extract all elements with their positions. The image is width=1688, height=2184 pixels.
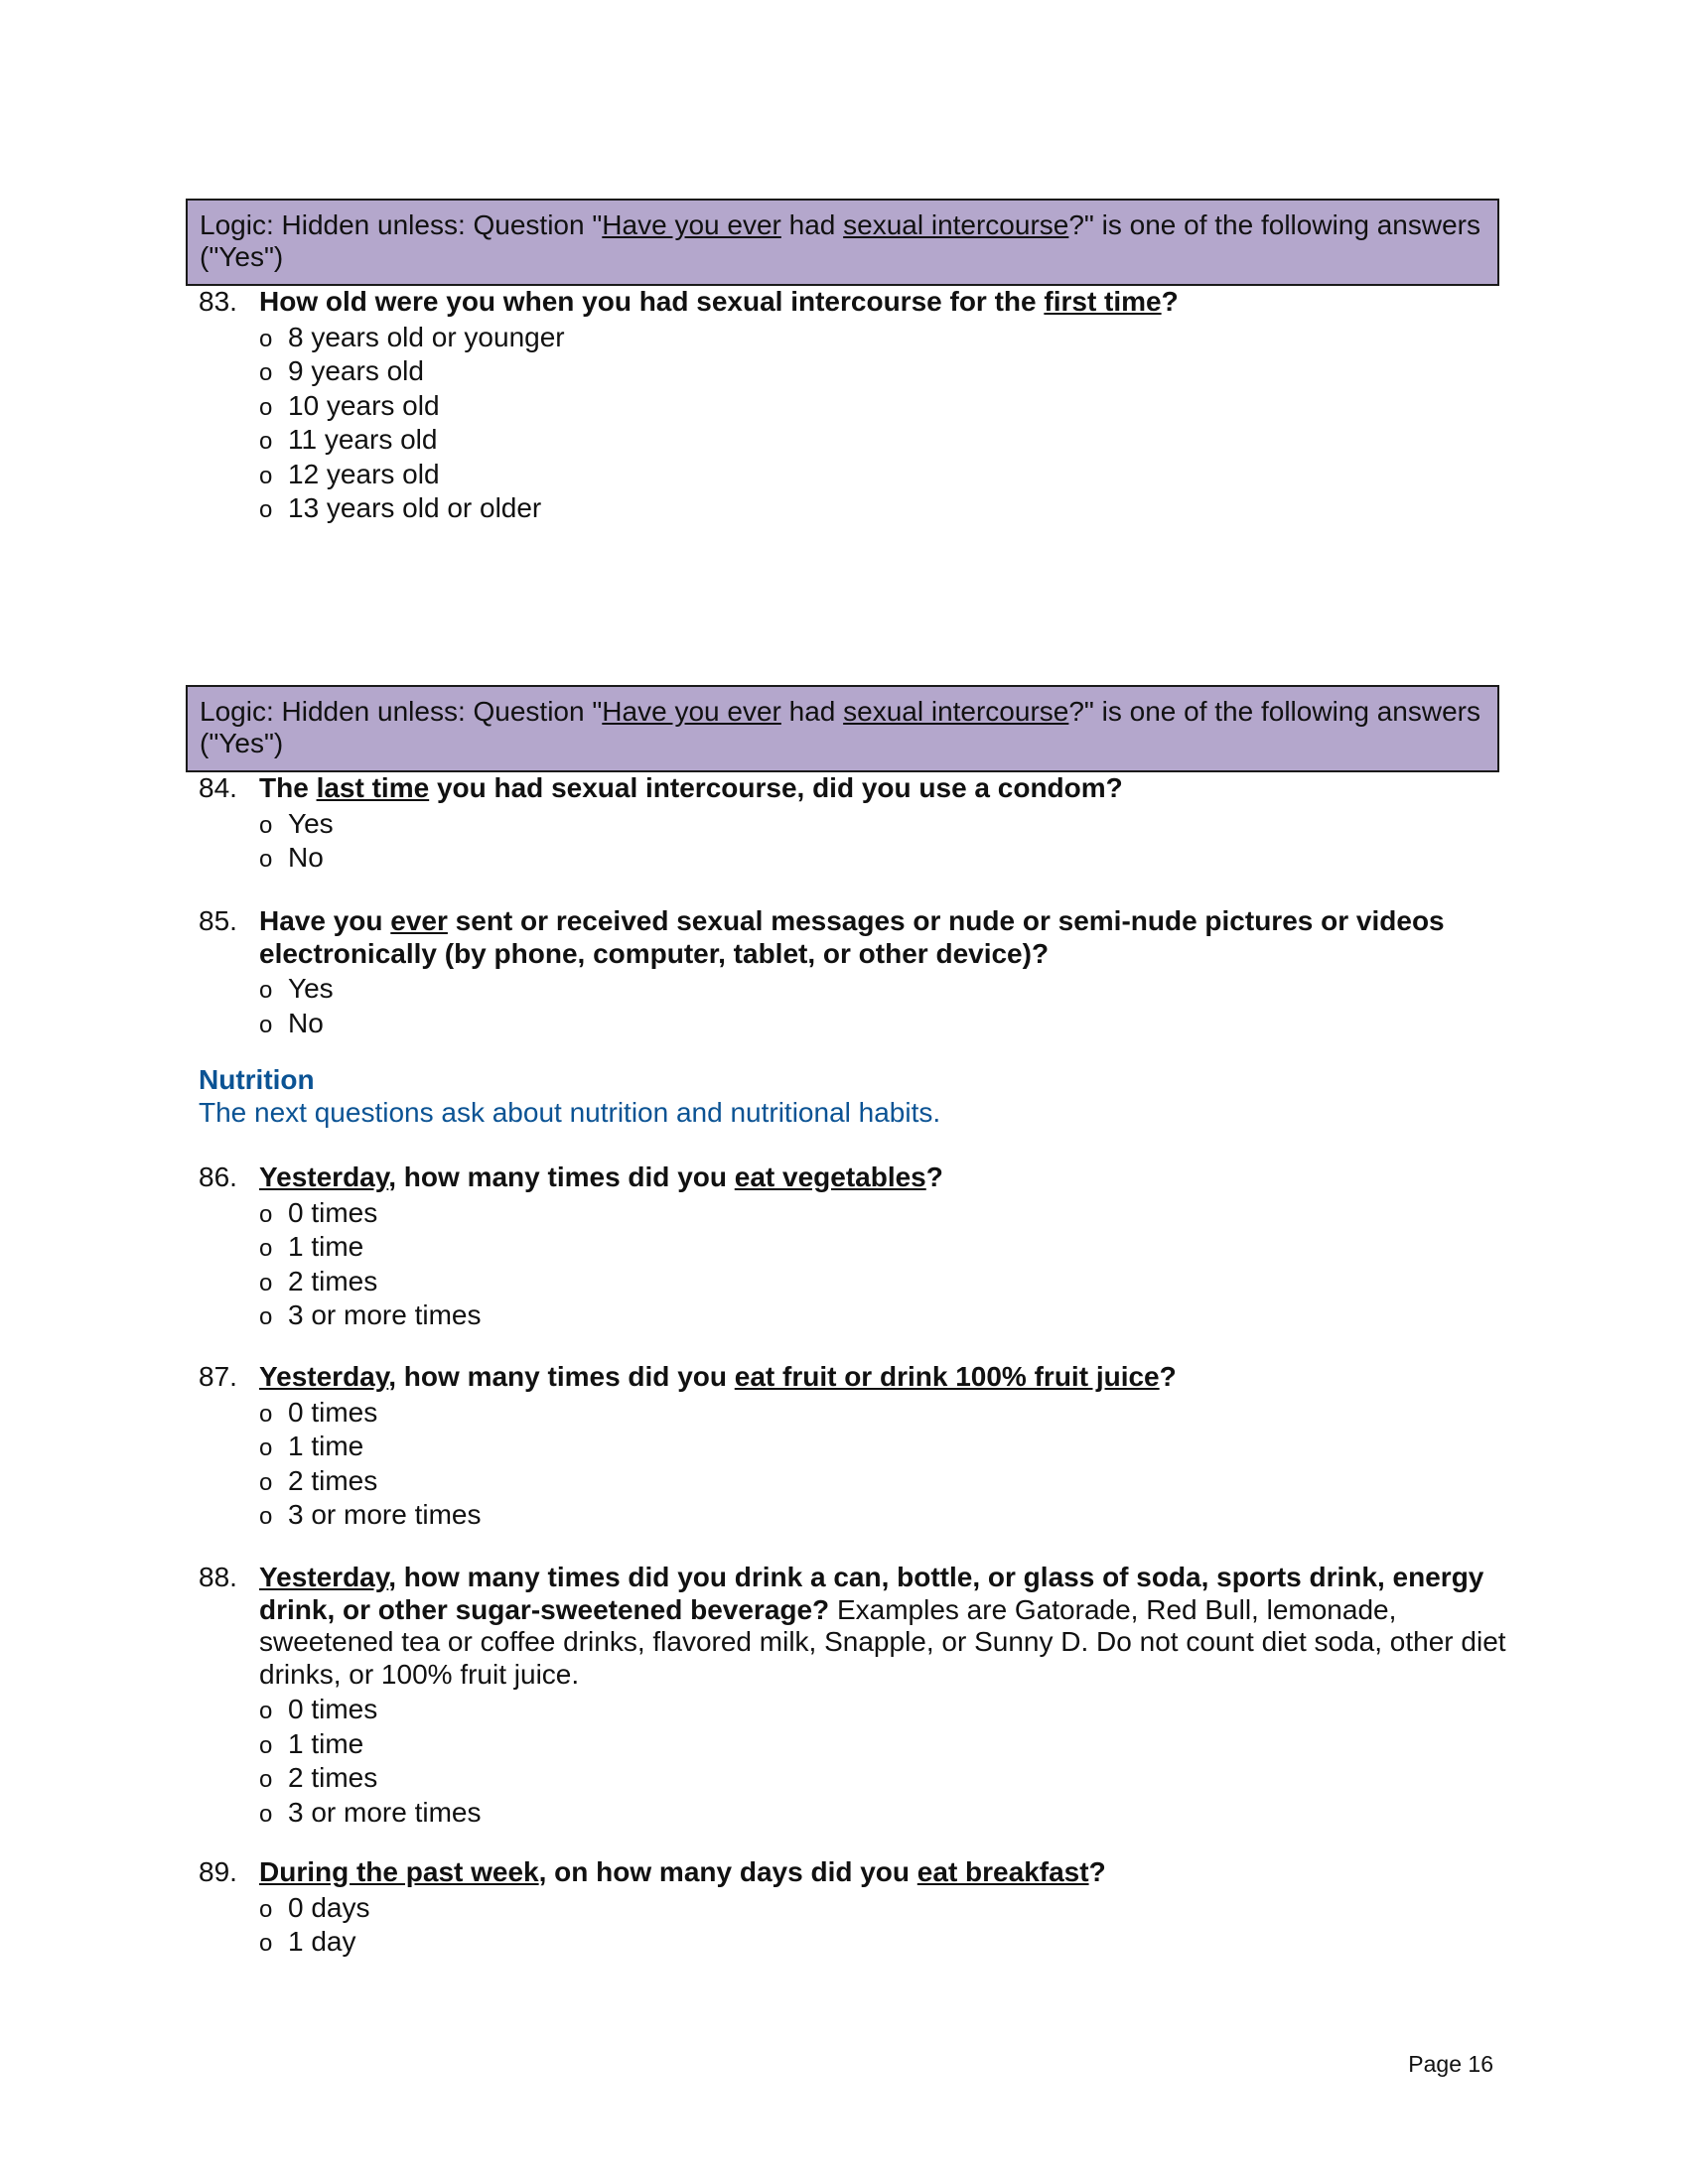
option-label: 1 day (288, 1926, 356, 1958)
radio-circle-icon[interactable]: o (259, 1731, 273, 1759)
option-label: 1 time (288, 1231, 364, 1263)
question-number: 83. (199, 286, 237, 317)
radio-circle-icon[interactable]: o (259, 1303, 273, 1331)
question-text-part: you had sexual intercourse, did you use a condom? (429, 772, 1123, 803)
question-text-underlined: eat breakfast (916, 1856, 1089, 1887)
question-84 (186, 772, 1506, 876)
question-number: 84. (199, 772, 237, 803)
option-label: 3 or more times (288, 1499, 482, 1531)
answer-option[interactable] (259, 1925, 1506, 1960)
question-text-part: ? (1159, 1361, 1177, 1392)
question-text-underlined: first time (1044, 286, 1162, 317)
answer-option[interactable] (259, 423, 1506, 458)
answer-option[interactable] (259, 1007, 1506, 1041)
question-83 (186, 286, 1506, 526)
answer-options (259, 1196, 1506, 1333)
option-label: 10 years old (288, 389, 440, 421)
radio-circle-icon[interactable]: o (259, 977, 273, 1004)
radio-circle-icon[interactable]: o (259, 1895, 273, 1923)
question-text-part: , how many times did you drink a can, bottle, or glass of soda, sports drink, energy drink, or other sugar-sweetened beverage? (259, 1562, 1484, 1625)
answer-option[interactable] (259, 1196, 1506, 1231)
radio-circle-icon[interactable]: o (259, 1930, 273, 1958)
option-label: 0 times (288, 1196, 378, 1228)
question-text-underlined: Yesterday (259, 1361, 389, 1392)
logic-condition-box (186, 685, 1499, 772)
option-label: No (288, 1007, 324, 1038)
section-title: Nutrition (199, 1064, 315, 1095)
option-label: 1 time (288, 1727, 364, 1759)
question-text (259, 905, 1445, 969)
option-label: 2 times (288, 1464, 378, 1496)
radio-circle-icon[interactable]: o (259, 1503, 273, 1531)
logic-text-answer: ("Yes") (200, 728, 284, 758)
answer-option[interactable] (259, 1796, 1506, 1831)
answer-options (259, 321, 1506, 527)
option-label: 0 times (288, 1396, 378, 1428)
logic-text-underlined: Have you ever (602, 209, 781, 240)
logic-text-underlined: sexual intercourse (843, 696, 1069, 727)
answer-option[interactable] (259, 1727, 1506, 1762)
option-label: 0 days (288, 1891, 370, 1923)
question-text (259, 1856, 1106, 1887)
option-label: Yes (288, 973, 334, 1004)
answer-option[interactable] (259, 807, 1506, 842)
logic-text-answer: ("Yes") (200, 241, 284, 272)
question-text-part: sent or received sexual messages or nude or semi-nude pictures or videos electronically (by phone, computer, tablet, or other device)? (259, 905, 1445, 969)
question-description: Examples are Gatorade, Red Bull, lemonade, sweetened tea or coffee drinks, flavored milk, Snapple, or Sunny D. Do not count diet soda, other diet drinks, or 100% fruit juice. (259, 1593, 1506, 1690)
option-label: Yes (288, 807, 334, 839)
logic-text-suffix: ?" is one of the following answers (1068, 209, 1480, 240)
answer-options (259, 1396, 1506, 1533)
option-label: 3 or more times (288, 1299, 482, 1331)
logic-text: had (780, 696, 844, 727)
question-number: 85. (199, 905, 237, 936)
answer-option[interactable] (259, 491, 1506, 526)
answer-option[interactable] (259, 389, 1506, 424)
question-text-underlined: Yesterday (259, 1161, 389, 1192)
option-label: 13 years old or older (288, 492, 542, 524)
option-label: 2 times (288, 1762, 378, 1794)
question-text-underlined: ever (390, 905, 448, 936)
answer-option[interactable] (259, 321, 1506, 355)
logic-text-prefix: Logic: Hidden unless: Question " (200, 209, 603, 240)
logic-text-suffix: ?" is one of the following answers (1068, 696, 1480, 727)
question-text (259, 1161, 943, 1192)
answer-options (259, 972, 1506, 1040)
question-88 (186, 1562, 1506, 1830)
section-subtitle: The next questions ask about nutrition and nutritional habits. (199, 1097, 941, 1128)
option-label: 0 times (288, 1694, 378, 1724)
answer-option[interactable] (259, 1693, 1506, 1727)
logic-text-underlined: sexual intercourse (843, 209, 1069, 240)
question-number: 89. (199, 1856, 237, 1887)
option-label: 2 times (288, 1265, 378, 1297)
radio-circle-icon[interactable]: o (259, 1400, 273, 1428)
option-label: No (288, 842, 324, 874)
answer-option[interactable] (259, 1298, 1506, 1333)
question-text-part: ? (1161, 286, 1179, 317)
option-label: 1 time (288, 1431, 364, 1462)
radio-circle-icon[interactable]: o (259, 462, 273, 489)
question-text (259, 286, 1179, 317)
logic-condition-box (186, 199, 1499, 286)
option-label: 11 years old (288, 424, 438, 456)
option-label: 8 years old or younger (288, 321, 565, 352)
question-89 (186, 1856, 1506, 1960)
answer-option[interactable] (259, 1430, 1506, 1464)
logic-text-prefix: Logic: Hidden unless: Question " (200, 696, 603, 727)
radio-circle-icon[interactable]: o (259, 428, 273, 456)
radio-circle-icon[interactable]: o (259, 1766, 273, 1794)
answer-option[interactable] (259, 1761, 1506, 1796)
question-text-underlined: Yesterday (259, 1562, 389, 1592)
question-text (259, 1562, 1506, 1690)
radio-circle-icon[interactable]: o (259, 393, 273, 421)
option-label: 12 years old (288, 458, 440, 489)
page-number: Page 16 (1408, 2051, 1493, 2077)
radio-circle-icon[interactable]: o (259, 359, 273, 387)
radio-circle-icon[interactable]: o (259, 1800, 273, 1828)
question-text-underlined: During the past week (259, 1856, 539, 1887)
question-text (259, 1361, 1177, 1392)
answer-option[interactable] (259, 1396, 1506, 1431)
answer-option[interactable] (259, 354, 1506, 389)
question-text-part: , on how many days did you (538, 1856, 917, 1887)
option-label: 9 years old (288, 355, 424, 387)
answer-option[interactable] (259, 1265, 1506, 1299)
question-number: 86. (199, 1161, 237, 1192)
radio-circle-icon[interactable]: o (259, 1434, 273, 1462)
radio-circle-icon[interactable]: o (259, 1235, 273, 1263)
answer-option[interactable] (259, 841, 1506, 876)
radio-circle-icon[interactable]: o (259, 1200, 273, 1228)
question-number: 87. (199, 1361, 237, 1392)
question-text-underlined: eat vegetables (734, 1161, 926, 1192)
question-text-part: How old were you when you had sexual intercourse for the (259, 286, 1045, 317)
question-87 (186, 1361, 1506, 1533)
question-text-part: ? (1088, 1856, 1106, 1887)
answer-options (259, 1891, 1506, 1960)
question-text-part: ? (925, 1161, 943, 1192)
question-text-underlined: last time (316, 772, 430, 803)
radio-circle-icon[interactable]: o (259, 1698, 273, 1724)
question-text-part: Have you (259, 905, 391, 936)
question-86 (186, 1161, 1506, 1333)
answer-option[interactable] (259, 1230, 1506, 1265)
radio-circle-icon[interactable]: o (259, 1269, 273, 1297)
logic-text-underlined: Have you ever (602, 696, 781, 727)
answer-options (259, 1693, 1506, 1830)
radio-circle-icon[interactable]: o (259, 496, 273, 524)
answer-option[interactable] (259, 1891, 1506, 1926)
question-text-underlined: eat fruit or drink 100% fruit juice (734, 1361, 1160, 1392)
radio-circle-icon[interactable]: o (259, 1468, 273, 1496)
answer-options (259, 807, 1506, 876)
radio-circle-icon[interactable]: o (259, 1011, 273, 1038)
answer-option[interactable] (259, 1464, 1506, 1499)
question-number: 88. (199, 1562, 237, 1592)
radio-circle-icon[interactable]: o (259, 811, 273, 839)
question-text-part: , how many times did you (388, 1161, 735, 1192)
answer-option[interactable] (259, 1498, 1506, 1533)
radio-circle-icon[interactable]: o (259, 846, 273, 874)
radio-circle-icon[interactable]: o (259, 325, 273, 352)
answer-option[interactable] (259, 972, 1506, 1007)
logic-text: had (780, 209, 844, 240)
question-85 (186, 905, 1506, 1040)
answer-option[interactable] (259, 458, 1506, 492)
question-text (259, 772, 1123, 803)
question-text-part: The (259, 772, 317, 803)
option-label: 3 or more times (288, 1796, 482, 1828)
question-text-part: , how many times did you (388, 1361, 735, 1392)
